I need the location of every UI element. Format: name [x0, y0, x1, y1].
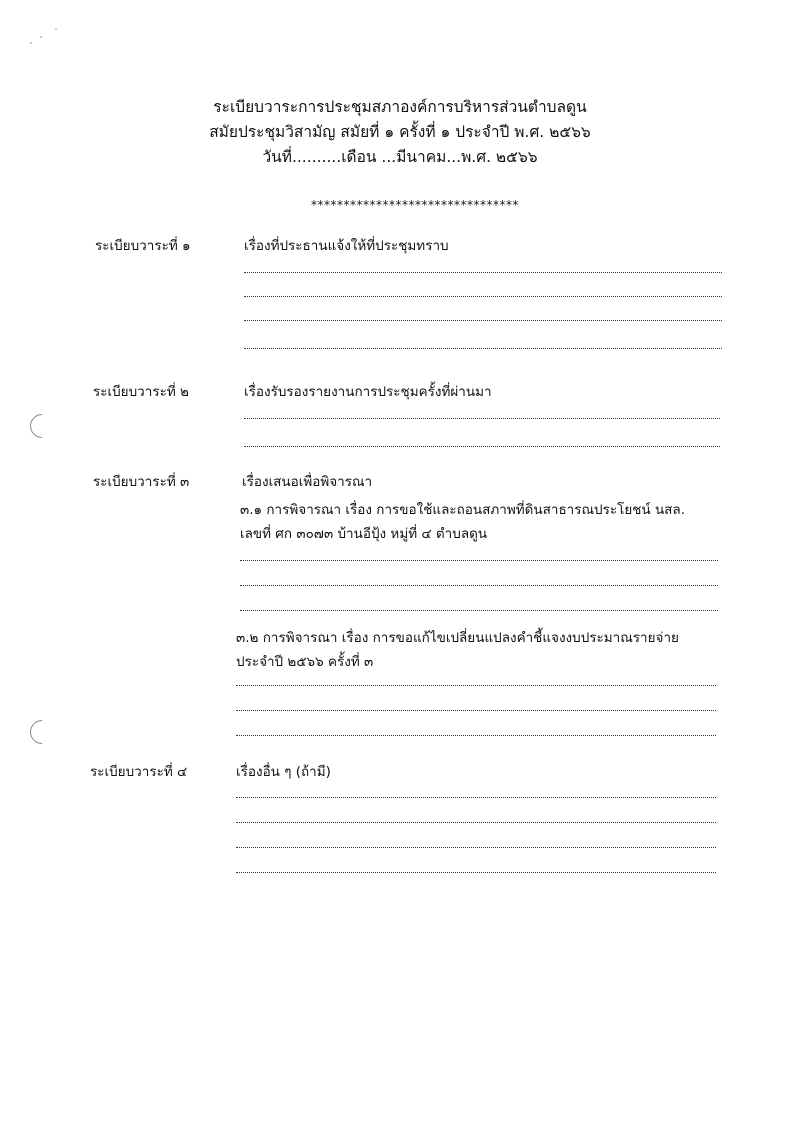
agenda-3-label: ระเบียบวาระที่ ๓	[93, 474, 190, 490]
agenda-4-topic: เรื่องอื่น ๆ (ถ้ามี)	[236, 764, 331, 780]
blank-line	[240, 585, 718, 586]
scan-speck	[30, 42, 32, 44]
blank-line	[236, 710, 716, 711]
agenda-4-label: ระเบียบวาระที่ ๔	[90, 764, 188, 780]
blank-line	[236, 872, 716, 873]
agenda-3-topic: เรื่องเสนอเพื่อพิจารณา	[242, 474, 373, 490]
header-line-1: ระเบียบวาระการประชุมสภาองค์การบริหารส่วนตำบลดูน	[213, 98, 587, 116]
blank-line	[236, 685, 716, 686]
blank-line	[244, 348, 722, 349]
agenda-2-topic: เรื่องรับรองรายงานการประชุมครั้งที่ผ่านมา	[244, 384, 492, 400]
blank-line	[236, 735, 716, 736]
header-line-2: สมัยประชุมวิสามัญ สมัยที่ ๑ ครั้งที่ ๑ ประจำปี พ.ศ. ๒๕๖๖	[209, 123, 591, 141]
punch-hole	[25, 715, 59, 749]
blank-line	[236, 822, 716, 823]
agenda-3-1-line-2: เลขที่ ศก ๓๐๗๓ บ้านอีปุ้ง หมู่ที่ ๔ ตำบลดูน	[240, 526, 488, 542]
scan-speck	[55, 28, 57, 30]
scan-speck	[40, 36, 42, 38]
agenda-3-2-line-2: ประจำปี ๒๕๖๖ ครั้งที่ ๓	[236, 654, 374, 670]
agenda-1-topic: เรื่องที่ประธานแจ้งให้ที่ประชุมทราบ	[244, 238, 449, 254]
agenda-3-1-line-1: ๓.๑ การพิจารณา เรื่อง การขอใช้และถอนสภาพที่ดินสาธารณประโยชน์ นสล.	[240, 502, 685, 518]
blank-line	[244, 296, 722, 297]
agenda-1-label: ระเบียบวาระที่ ๑	[95, 238, 191, 254]
blank-line	[244, 418, 720, 419]
agenda-3-2-line-1: ๓.๒ การพิจารณา เรื่อง การขอแก้ไขเปลี่ยนแปลงคำชี้แจงงบประมาณรายจ่าย	[236, 630, 679, 646]
blank-line	[244, 320, 722, 321]
agenda-2-label: ระเบียบวาระที่ ๒	[93, 384, 189, 400]
blank-line	[244, 272, 722, 273]
blank-line	[244, 446, 720, 447]
blank-line	[240, 610, 718, 611]
separator-stars: ********************************	[311, 198, 519, 212]
blank-line	[240, 560, 718, 561]
header-line-3: วันที่..........เดือน ...มีนาคม...พ.ศ. ๒๕๖๖	[262, 148, 538, 166]
punch-hole	[25, 409, 59, 443]
blank-line	[236, 847, 716, 848]
blank-line	[236, 797, 716, 798]
